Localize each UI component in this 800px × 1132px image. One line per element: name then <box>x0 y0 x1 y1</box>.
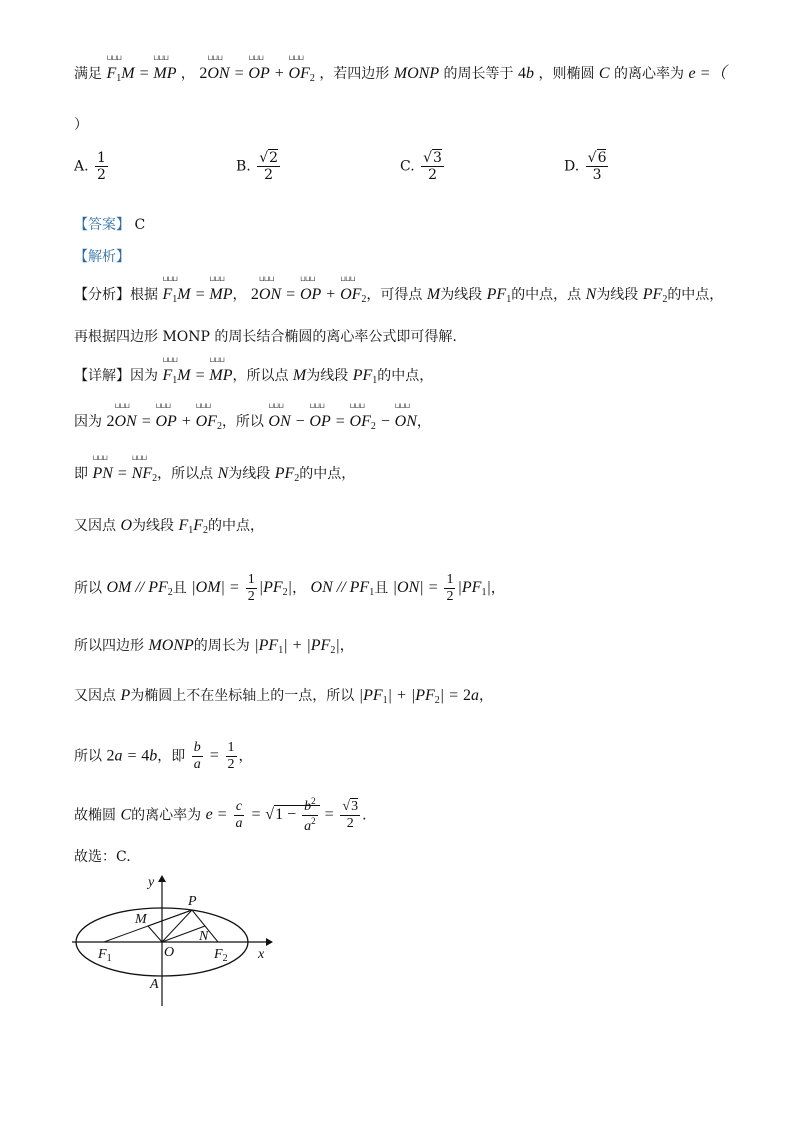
math: ⊔⊔⊔ ON − ⊔⊔⊔ OP = ⊔⊔⊔ $OF_2$ − ⊔⊔⊔ ON <box>268 413 417 430</box>
detail-line4 <box>74 518 264 536</box>
detail-line9: 故椭圆 C的离心率为 e = $\frac{c}{a}$ = √1 − $\frac{b^2}{a^2}$ = $\frac{√3}{2}$ . <box>74 796 367 835</box>
detail-line5: 所以 OM // $PF_2$且 |OM| = $\frac{1}{2}$ $|PF_2|$， ON // $PF_1$且 |ON| = $\frac{1}{2}$ $|PF_1|$， <box>74 572 505 605</box>
detail-line2: 因为 2⊔⊔⊔ ON = ⊔⊔⊔ OP + ⊔⊔⊔ $OF_2$，所以 ⊔⊔⊔ ON − ⊔⊔⊔ OP = ⊔⊔⊔ $OF_2$ − ⊔⊔⊔ ON， <box>74 414 431 432</box>
math: M <box>426 286 441 303</box>
text: 所以四边形 <box>74 638 144 654</box>
option-label: C. <box>400 158 415 175</box>
text: 的周长为 <box>193 638 250 654</box>
math-e: e =（ <box>688 65 727 82</box>
label-a: A <box>150 977 159 992</box>
option-value: $\frac{√6}{3}$ <box>587 150 607 184</box>
math: $PF_2$ <box>642 286 668 305</box>
math: 2a = 4b <box>106 747 158 765</box>
text: 且 <box>374 580 389 597</box>
math: $F_1F_2$ <box>178 517 209 536</box>
text: 的中点，点 <box>511 287 582 303</box>
text: 所以 <box>74 748 102 765</box>
label-n: N <box>199 929 209 944</box>
math: $PF_1$ <box>486 286 512 305</box>
math: $PF_1$ <box>352 367 378 386</box>
text: 的中点， <box>667 287 724 303</box>
math-f1m-mp: ⊔⊔⊔ $F_1M$ = ⊔⊔⊔ MP <box>106 65 176 82</box>
text: ，所以 <box>221 414 264 430</box>
text: 又因点 <box>74 688 116 704</box>
detail-line6: 所以四边形 MONP的周长为 $|PF_1| + |PF_2|$， <box>74 637 354 656</box>
label-f2: $F_2$ <box>214 947 228 964</box>
text: 的中点， <box>377 368 434 384</box>
conclusion: 故选：C. <box>74 849 131 865</box>
math: ⊔⊔⊔ PN = ⊔⊔⊔ $NF_2$ <box>92 465 157 482</box>
text: 因为 <box>74 414 102 430</box>
option-value: $\frac{√3}{2}$ <box>423 150 442 184</box>
option-d[interactable] <box>564 150 610 183</box>
label-f1: $F_1$ <box>98 947 112 964</box>
question-line <box>74 66 726 84</box>
answer-tag: 【答案】 <box>74 217 130 233</box>
text: 为椭圆上不在坐标轴上的一点，所以 <box>130 688 355 704</box>
text: 的中点， <box>299 466 356 482</box>
label-p: P <box>188 894 197 909</box>
text: 故椭圆 <box>74 807 116 824</box>
text: 又因点 <box>74 518 116 534</box>
math: ⊔⊔⊔ $F_1M$ = ⊔⊔⊔ MP <box>162 367 232 384</box>
text: ，若四边形 <box>319 66 390 82</box>
option-label: D. <box>564 158 580 175</box>
answer-line <box>74 218 145 232</box>
detail-line7: 又因点 P为椭圆上不在坐标轴上的一点，所以 $|PF_1| + |PF_2| = 2a$， <box>74 687 493 706</box>
text: 为线段 <box>596 287 639 303</box>
math: $PF_2$ <box>274 465 300 484</box>
text: ， <box>180 66 195 82</box>
text: 因为 <box>130 368 158 384</box>
text: 满足 <box>74 66 102 82</box>
math: $|PF_1| + |PF_2|$ <box>254 637 340 656</box>
text: 根据 <box>130 287 158 303</box>
label-y: y <box>148 875 155 890</box>
math: |OM| = $\frac{1}{2}$ $|PF_2|$ <box>191 572 293 605</box>
detail-line3 <box>74 466 355 484</box>
math-2on: 2⊔⊔⊔ ON = ⊔⊔⊔ OP + ⊔⊔⊔ $OF_2$ <box>199 65 314 82</box>
math: |ON| = $\frac{1}{2}$ $|PF_1|$ <box>392 572 491 605</box>
question-close: ） <box>74 117 88 133</box>
option-value: $\frac{1}{2}$ <box>97 150 106 184</box>
text: ，所以点 <box>232 368 289 384</box>
option-label: A. <box>74 158 89 175</box>
math: 2⊔⊔⊔ ON = ⊔⊔⊔ OP + ⊔⊔⊔ $OF_2$ <box>106 413 221 430</box>
text: 的周长等于 <box>443 66 514 82</box>
option-b[interactable] <box>236 150 282 183</box>
label-o: O <box>164 945 175 960</box>
text: 的离心率为 <box>614 66 685 82</box>
text: 即 <box>74 466 88 482</box>
text: ，则椭圆 <box>538 66 595 82</box>
answer-value: C <box>134 217 146 233</box>
detail-tag: 【详解】 <box>74 368 130 384</box>
math: N <box>585 286 597 303</box>
math: N <box>217 465 229 482</box>
text: ，所以点 <box>157 466 214 482</box>
math-4b: 4b <box>518 65 534 82</box>
option-c[interactable] <box>400 150 446 183</box>
math: 2⊔⊔⊔ ON = ⊔⊔⊔ OP + ⊔⊔⊔ $OF_2$ <box>251 286 366 303</box>
math: OM // $PF_2$ <box>106 579 173 599</box>
math: M <box>292 367 307 384</box>
option-label: B. <box>236 158 251 175</box>
analysis-tag: 【解析】 <box>74 249 130 265</box>
label-m: M <box>135 912 147 927</box>
fenxi-tag: 【分析】 <box>74 287 130 303</box>
math: $\frac{b}{a}$ = $\frac{1}{2}$ <box>193 740 235 773</box>
fenxi-line1: 【分析】根据 ⊔⊔⊔ $F_1M$ = ⊔⊔⊔ MP， 2⊔⊔⊔ ON = ⊔⊔⊔ OP + ⊔⊔⊔ $OF_2$，可得点 M为线段 $PF_1$的中点，点 N为线段 $PF_2$的中点， <box>74 287 723 305</box>
text: 为线段 <box>228 466 271 482</box>
text: ， <box>292 580 307 597</box>
text: 为线段 <box>306 368 349 384</box>
detail-line8: 所以 2a = 4b，即 $\frac{b}{a}$ = $\frac{1}{2}$ ， <box>74 740 253 773</box>
math: P <box>120 687 131 704</box>
option-value: $\frac{√2}{2}$ <box>259 150 279 184</box>
math: $|PF_1| + |PF_2| = 2a$ <box>358 687 479 706</box>
math-c: C <box>598 65 610 82</box>
option-a[interactable] <box>74 150 110 183</box>
text: ，可得点 <box>366 287 423 303</box>
detail-line1 <box>74 368 433 386</box>
text: 为线段 <box>440 287 483 303</box>
text: 且 <box>172 580 187 597</box>
math: MONP <box>148 637 194 654</box>
y-arrow <box>158 875 166 882</box>
math: O <box>120 517 133 534</box>
math: ⊔⊔⊔ $F_1M$ = ⊔⊔⊔ MP <box>162 286 232 303</box>
math: e = $\frac{c}{a}$ = √1 − $\frac{b^2}{a^2}$ = $\frac{√3}{2}$ <box>205 796 359 835</box>
fenxi-line2: 再根据四边形 MONP 的周长结合椭圆的离心率公式即可得解. <box>74 329 457 345</box>
text: 的中点， <box>208 518 265 534</box>
ellipse-diagram <box>68 872 278 1012</box>
seg-mp <box>148 910 192 926</box>
label-x: x <box>258 947 265 962</box>
text: 为线段 <box>132 518 175 534</box>
math-monp: MONP <box>393 65 440 82</box>
math: ON // $PF_1$ <box>310 579 375 599</box>
math: C <box>120 806 132 824</box>
x-arrow <box>266 938 273 946</box>
seg-po <box>162 910 192 942</box>
text: ，即 <box>157 748 186 765</box>
seg-om <box>148 926 162 942</box>
text: 所以 <box>74 580 102 597</box>
text: 的离心率为 <box>131 807 202 824</box>
